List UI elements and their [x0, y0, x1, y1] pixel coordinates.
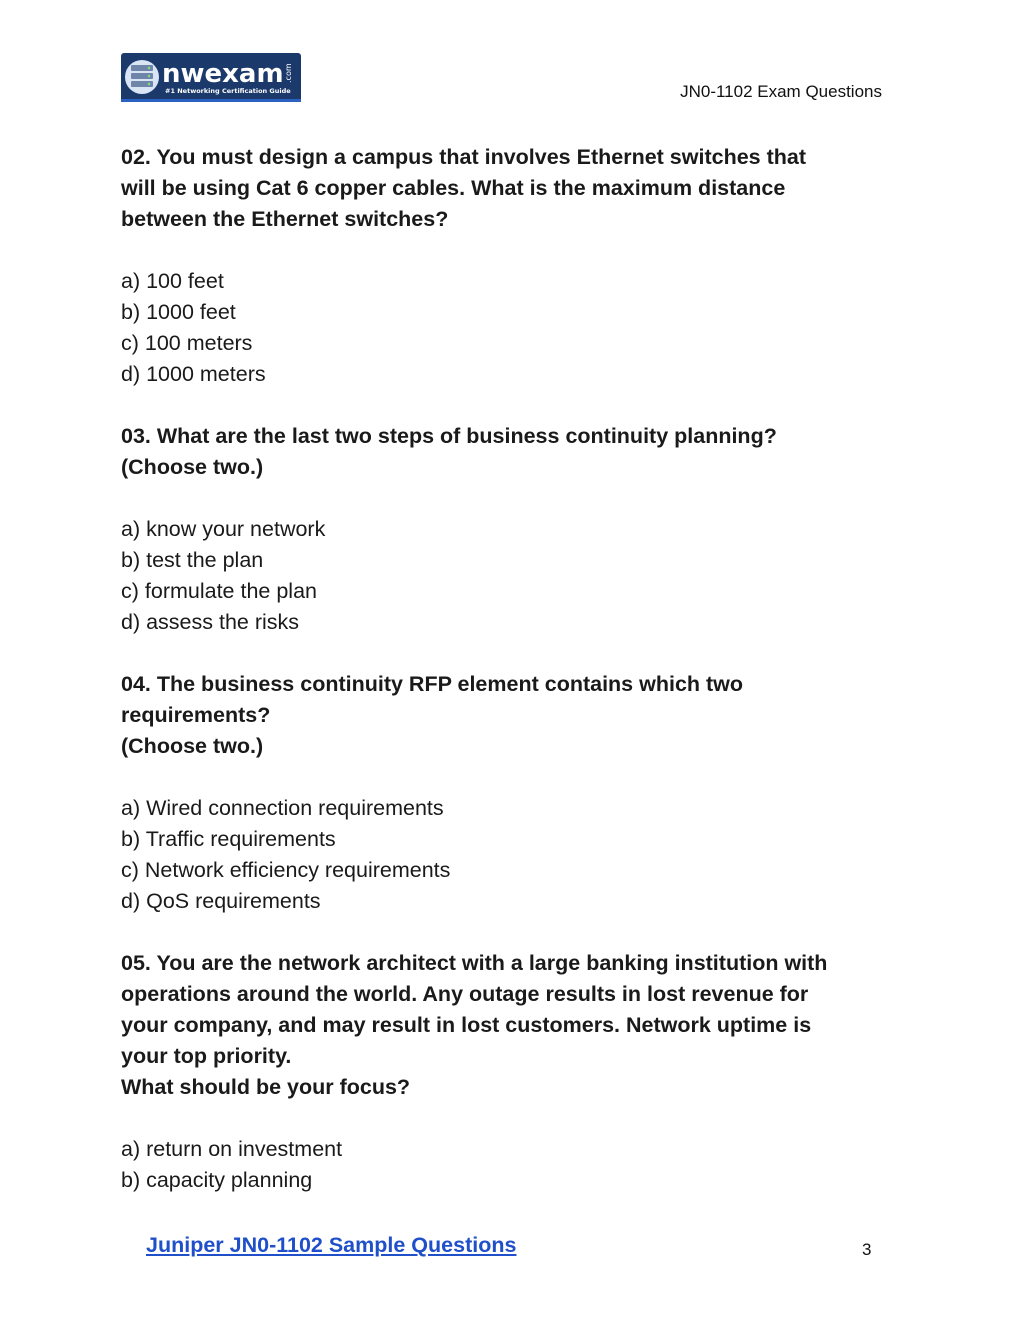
question-block [121, 669, 911, 917]
question-text [121, 142, 911, 235]
answer-options [121, 1134, 911, 1196]
answer-option: a) 100 feet [121, 269, 224, 293]
answer-options [121, 266, 911, 390]
question-line: 04. The business continuity RFP element contains which two [121, 672, 744, 696]
answer-option: c) Network efficiency requirements [121, 858, 451, 882]
answer-option: b) 1000 feet [121, 300, 236, 324]
header-title: JN0-1102 Exam Questions [680, 82, 882, 101]
question-line: your company, and may result in lost customers. Network uptime is [121, 1013, 812, 1037]
question-line: requirements? [121, 703, 271, 727]
answer-option: d) 1000 meters [121, 362, 266, 386]
answer-option: b) test the plan [121, 548, 264, 572]
footer-sample-questions-link[interactable]: Juniper JN0-1102 Sample Questions [146, 1233, 517, 1257]
page-number: 3 [862, 1240, 872, 1259]
answer-option: c) formulate the plan [121, 579, 317, 603]
question-block [121, 421, 911, 638]
answer-option: a) return on investment [121, 1137, 343, 1161]
question-line: between the Ethernet switches? [121, 207, 449, 231]
question-text [121, 948, 911, 1103]
question-text [121, 669, 911, 762]
server-stack-icon [125, 60, 159, 94]
question-text [121, 421, 911, 483]
question-block [121, 142, 911, 390]
answer-options [121, 793, 911, 917]
question-line: will be using Cat 6 copper cables. What is the maximum distance [121, 176, 786, 200]
logo-wordmark: nwexam [162, 59, 284, 89]
answer-option: a) Wired connection requirements [121, 796, 444, 820]
logo-domain: .com [284, 63, 293, 83]
question-block [121, 948, 911, 1196]
question-line: your top priority. [121, 1044, 292, 1068]
logo-graphic [121, 53, 301, 102]
answer-option: d) assess the risks [121, 610, 300, 634]
question-line: (Choose two.) [121, 455, 264, 479]
question-line: operations around the world. Any outage results in lost revenue for [121, 982, 809, 1006]
answer-option: c) 100 meters [121, 331, 253, 355]
answer-option: d) QoS requirements [121, 889, 321, 913]
answer-option: a) know your network [121, 517, 326, 541]
answer-options [121, 514, 911, 638]
logo-tagline: #1 Networking Certification Guide [165, 87, 291, 95]
nwexam-logo [121, 53, 301, 102]
question-line: 05. You are the network architect with a large banking institution with [121, 951, 828, 975]
answer-option: b) capacity planning [121, 1168, 313, 1192]
question-line: 03. What are the last two steps of business continuity planning? [121, 424, 777, 448]
question-line: 02. You must design a campus that involves Ethernet switches that [121, 145, 806, 169]
questions-content [121, 142, 911, 1227]
question-line: What should be your focus? [121, 1075, 411, 1099]
question-line: (Choose two.) [121, 734, 264, 758]
answer-option: b) Traffic requirements [121, 827, 336, 851]
